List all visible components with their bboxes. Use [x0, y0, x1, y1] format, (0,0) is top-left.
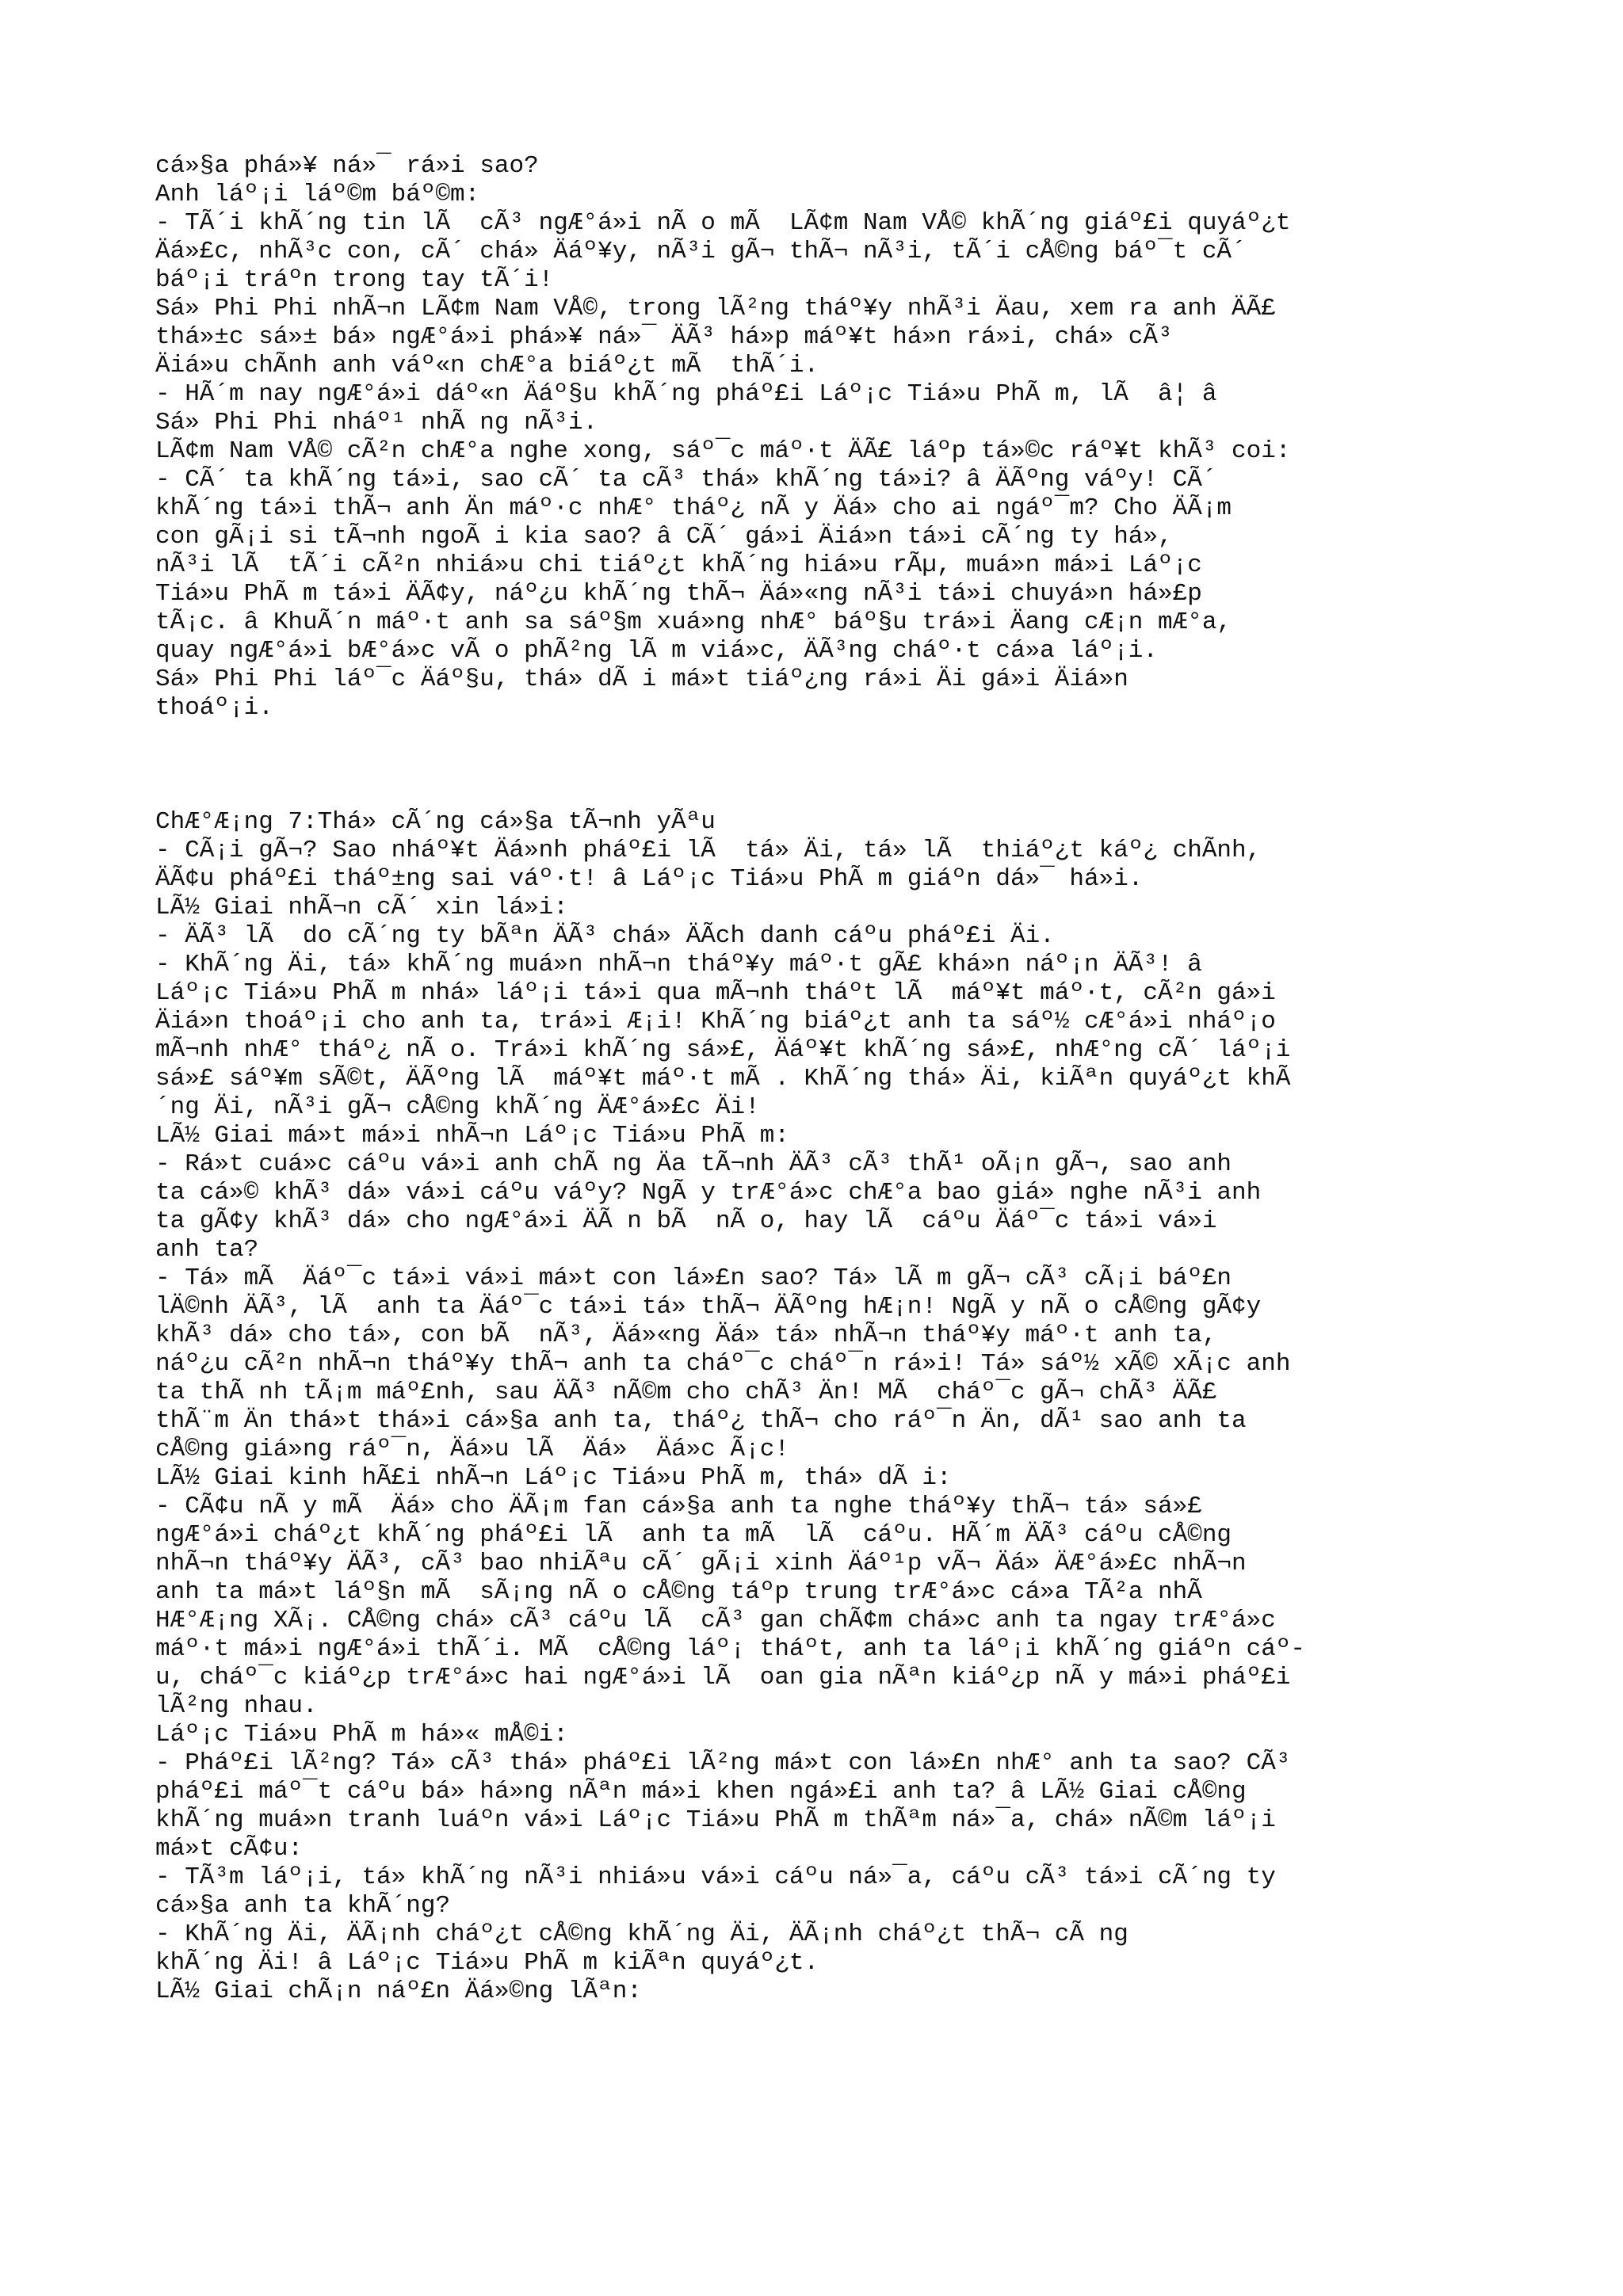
text-line: ÄÃ¢u pháº£i tháº±ng sai váº·t! â Láº¡c Tiá»u PhÃ m giáºn dá»¯ há»i. — [155, 865, 1144, 893]
text-line: - Tá» mÃ Äáº¯c tá»i vá»i má»t con lá»£n sao? Tá» lÃ m gÃ¬ cÃ³ cÃ¡i báº£n — [155, 1264, 1232, 1292]
text-line: - TÃ´i khÃ´ng tin lÃ cÃ³ ngÆ°á»i nÃ o mÃ LÃ¢m Nam VÅ© khÃ´ng giáº£i quyáº¿t — [155, 209, 1291, 237]
text-line: cÅ©ng giá»ng ráº¯n, Äá»u lÃ Äá» Äá»c Ã¡c! — [155, 1436, 789, 1463]
text-line: thÃ¨m Än thá»t thá»i cá»§a anh ta, tháº¿ thÃ¬ cho ráº¯n Än, dÃ¹ sao anh ta — [155, 1407, 1247, 1435]
text-line: ta gÃ¢y khÃ³ dá» cho ngÆ°á»i ÄÃ n bÃ nÃ o, hay lÃ cáºu Äáº¯c tá»i vá»i — [155, 1207, 1217, 1235]
text-line: Äiá»u chÃnh anh váº«n chÆ°a biáº¿t mÃ thÃ´i. — [155, 352, 819, 379]
text-line: báº¡i tráºn trong tay tÃ´i! — [155, 266, 554, 294]
text-line: Sá» Phi Phi nhÃ¬n LÃ¢m Nam VÅ©, trong lÃ²ng tháº¥y nhÃ³i Äau, xem ra anh ÄÃ£ — [155, 295, 1276, 322]
text-line: - Pháº£i lÃ²ng? Tá» cÃ³ thá» pháº£i lÃ²ng má»t con lá»£n nhÆ° anh ta sao? CÃ³ — [155, 1749, 1291, 1777]
text-line: mÃ¬nh nhÆ° tháº¿ nÃ o. Trá»i khÃ´ng sá»£, Äáº¥t khÃ´ng sá»£, nhÆ°ng cÃ´ láº¡i — [155, 1036, 1291, 1064]
text-line: thoáº¡i. — [155, 694, 273, 722]
text-line: lÄ©nh ÄÃ³, lÃ anh ta Äáº¯c tá»i tá» thÃ¬ ÄÃºng hÆ¡n! NgÃ y nÃ o cÅ©ng gÃ¢y — [155, 1293, 1262, 1321]
text-line: Láº¡c Tiá»u PhÃ m há»« mÅ©i: — [155, 1721, 568, 1749]
text-line: nÃ³i lÃ tÃ´i cÃ²n nhiá»u chi tiáº¿t khÃ´ng hiá»u rÃµ, muá»n má»i Láº¡c — [155, 551, 1202, 579]
text-line: ta thÃ nh tÃ¡m máº£nh, sau ÄÃ³ nÃ©m cho chÃ³ Än! MÃ cháº¯c gÃ¬ chÃ³ ÄÃ£ — [155, 1379, 1217, 1406]
text-line: - TÃ³m láº¡i, tá» khÃ´ng nÃ³i nhiá»u vá»i cáºu ná»¯a, cáºu cÃ³ tá»i cÃ´ng ty — [155, 1863, 1276, 1891]
text-line: LÃ½ Giai nhÃ¬n cÃ´ xin lá»i: — [155, 894, 568, 921]
text-line: Sá» Phi Phi nháº¹ nhÃ ng nÃ³i. — [155, 409, 598, 437]
text-line: quay ngÆ°á»i bÆ°á»c vÃ o phÃ²ng lÃ m viá»c, ÄÃ³ng cháº·t cá»a láº¡i. — [155, 637, 1159, 665]
text-line: khÃ´ng Äi! â Láº¡c Tiá»u PhÃ m kiÃªn quyáº¿t. — [155, 1949, 819, 1977]
text-line: LÃ½ Giai má»t má»i nhÃ¬n Láº¡c Tiá»u PhÃ m: — [155, 1122, 789, 1150]
text-line: náº¿u cÃ²n nhÃ¬n tháº¥y thÃ¬ anh ta cháº¯c cháº¯n rá»i! Tá» sáº½ xÃ© xÃ¡c anh — [155, 1350, 1291, 1378]
text-line: khÃ³ dá» cho tá», con bÃ nÃ³, Äá»«ng Äá» tá» nhÃ¬n tháº¥y máº·t anh ta, — [155, 1322, 1217, 1349]
paragraph-gap — [155, 723, 1480, 808]
text-line: khÃ´ng muá»n tranh luáºn vá»i Láº¡c Tiá»u PhÃ m thÃªm ná»¯a, chá» nÃ©m láº¡i — [155, 1806, 1276, 1834]
text-block-1 — [155, 152, 1480, 723]
text-line: Äiá»n thoáº¡i cho anh ta, trá»i Æ¡i! KhÃ´ng biáº¿t anh ta sáº½ cÆ°á»i nháº¡o — [155, 1008, 1276, 1035]
text-line: - CÃ´ ta khÃ´ng tá»i, sao cÃ´ ta cÃ³ thá» khÃ´ng tá»i? â ÄÃºng váºy! CÃ´ — [155, 466, 1217, 494]
text-line: Anh láº¡i láº©m báº©m: — [155, 181, 480, 208]
text-line: cá»§a phá»¥ ná»¯ rá»i sao? — [155, 152, 539, 180]
text-line: máº·t má»i ngÆ°á»i thÃ´i. MÃ cÅ©ng láº¡ tháºt, anh ta láº¡i khÃ´ng giáºn cáº- — [155, 1635, 1306, 1663]
text-line: má»t cÃ¢u: — [155, 1835, 304, 1863]
text-line: Äá»£c, nhÃ³c con, cÃ´ chá» Äáº¥y, nÃ³i gÃ¬ thÃ¬ nÃ³i, tÃ´i cÅ©ng báº¯t cÃ´ — [155, 238, 1247, 265]
text-line: anh ta? — [155, 1236, 259, 1264]
text-line: sá»£ sáº¥m sÃ©t, ÄÃºng lÃ máº¥t máº·t mÃ . KhÃ´ng thá» Äi, kiÃªn quyáº¿t khÃ — [155, 1065, 1291, 1093]
text-line: Tiá»u PhÃ m tá»i ÄÃ¢y, náº¿u khÃ´ng thÃ¬ Äá»«ng nÃ³i tá»i chuyá»n há»£p — [155, 580, 1202, 608]
text-line: - HÃ´m nay ngÆ°á»i dáº«n Äáº§u khÃ´ng pháº£i Láº¡c Tiá»u PhÃ m, lÃ â¦ â — [155, 380, 1217, 408]
text-line: ngÆ°á»i cháº¿t khÃ´ng pháº£i lÃ anh ta mÃ lÃ cáºu. HÃ´m ÄÃ³ cáºu cÅ©ng — [155, 1521, 1232, 1549]
text-line: LÃ¢m Nam VÅ© cÃ²n chÆ°a nghe xong, sáº¯c máº·t ÄÃ£ láºp tá»©c ráº¥t khÃ³ coi: — [155, 437, 1291, 465]
text-line: cá»§a anh ta khÃ´ng? — [155, 1892, 451, 1920]
text-line: - KhÃ´ng Äi, ÄÃ¡nh cháº¿t cÅ©ng khÃ´ng Äi, ÄÃ¡nh cháº¿t thÃ¬ cÃ ng — [155, 1920, 1128, 1948]
text-line: thá»±c sá»± bá» ngÆ°á»i phá»¥ ná»¯ ÄÃ³ há»p máº¥t há»n rá»i, chá» cÃ³ — [155, 323, 1173, 351]
text-line: LÃ½ Giai kinh hÃ£i nhÃ¬n Láº¡c Tiá»u PhÃ m, thá» dÃ i: — [155, 1464, 952, 1492]
text-line: ta cá»© khÃ³ dá» vá»i cáºu váºy? NgÃ y trÆ°á»c chÆ°a bao giá» nghe nÃ³i anh — [155, 1179, 1262, 1207]
text-line: nhÃ¬n tháº¥y ÄÃ³, cÃ³ bao nhiÃªu cÃ´ gÃ¡i xinh Äáº¹p vÃ¬ Äá» ÄÆ°á»£c nhÃ¬n — [155, 1550, 1247, 1577]
text-line: con gÃ¡i si tÃ¬nh ngoÃ i kia sao? â CÃ´ gá»i Äiá»n tá»i cÃ´ng ty há», — [155, 523, 1173, 551]
text-line: pháº£i máº¯t cáºu bá» há»ng nÃªn má»i khen ngá»£i anh ta? â LÃ½ Giai cÅ©ng — [155, 1778, 1247, 1806]
text-line: lÃ²ng nhau. — [155, 1692, 318, 1720]
text-line: - Rá»t cuá»c cáºu vá»i anh chÃ ng Äa tÃ¬nh ÄÃ³ cÃ³ thÃ¹ oÃ¡n gÃ¬, sao anh — [155, 1150, 1232, 1178]
text-line: Láº¡c Tiá»u PhÃ m nhá» láº¡i tá»i qua mÃ¬nh tháºt lÃ máº¥t máº·t, cÃ²n gá»i — [155, 979, 1276, 1007]
document-page — [155, 152, 1480, 2006]
text-line: tÃ¡c. â KhuÃ´n máº·t anh sa sáº§m xuá»ng nhÆ° báº§u trá»i Äang cÆ¡n mÆ°a, — [155, 608, 1232, 636]
text-line: HÆ°Æ¡ng XÃ¡. CÅ©ng chá» cÃ³ cáºu lÃ cÃ³ gan chÃ¢m chá»c anh ta ngay trÆ°á»c — [155, 1607, 1276, 1634]
text-line: u, cháº¯c kiáº¿p trÆ°á»c hai ngÆ°á»i lÃ oan gia nÃªn kiáº¿p nÃ y má»i pháº£i — [155, 1664, 1291, 1691]
text-block-2 — [155, 808, 1480, 2006]
text-line: ChÆ°Æ¡ng 7:Thá» cÃ´ng cá»§a tÃ¬nh yÃªu — [155, 808, 716, 836]
text-line: ´ng Äi, nÃ³i gÃ¬ cÅ©ng khÃ´ng ÄÆ°á»£c Äi! — [155, 1093, 760, 1121]
text-line: - CÃ¢u nÃ y mÃ Äá» cho ÄÃ¡m fan cá»§a anh ta nghe tháº¥y thÃ¬ tá» sá»£ — [155, 1493, 1202, 1520]
text-line: LÃ½ Giai chÃ¡n náº£n Äá»©ng lÃªn: — [155, 1978, 642, 2005]
text-line: - ÄÃ³ lÃ do cÃ´ng ty bÃªn ÄÃ³ chá» ÄÃch danh cáºu pháº£i Äi. — [155, 922, 1055, 950]
text-line: - CÃ¡i gÃ¬? Sao nháº¥t Äá»nh pháº£i lÃ tá» Äi, tá» lÃ thiáº¿t káº¿ chÃnh, — [155, 837, 1262, 864]
text-line: khÃ´ng tá»i thÃ¬ anh Än máº·c nhÆ° tháº¿ nÃ y Äá» cho ai ngáº¯m? Cho ÄÃ¡m — [155, 494, 1232, 522]
text-line: - KhÃ´ng Äi, tá» khÃ´ng muá»n nhÃ¬n tháº¥y máº·t gÃ£ khá»n náº¡n ÄÃ³! â — [155, 951, 1202, 978]
text-line: Sá» Phi Phi láº¯c Äáº§u, thá» dÃ i má»t tiáº¿ng rá»i Äi gá»i Äiá»n — [155, 666, 1128, 693]
text-line: anh ta má»t láº§n mÃ sÃ¡ng nÃ o cÅ©ng táºp trung trÆ°á»c cá»a TÃ²a nhÃ — [155, 1578, 1202, 1606]
